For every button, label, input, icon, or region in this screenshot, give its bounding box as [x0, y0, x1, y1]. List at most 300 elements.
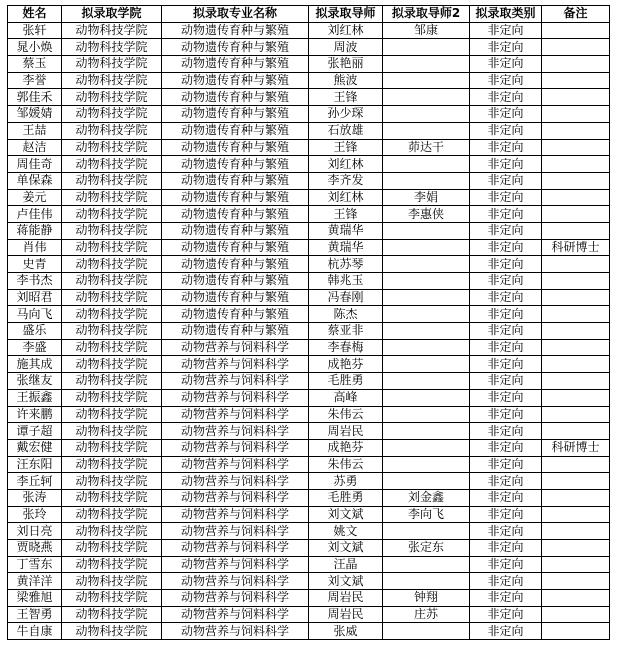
table-row [8, 506, 610, 523]
cell-college: 动物科技学院 [62, 456, 162, 473]
cell-college: 动物科技学院 [62, 573, 162, 590]
cell-supervisor-2 [383, 72, 470, 89]
cell-supervisor: 成艳芬 [309, 356, 383, 373]
cell-major: 动物遗传育种与繁殖 [162, 139, 309, 156]
cell-name: 赵洁 [8, 139, 62, 156]
cell-name: 李丘轲 [8, 473, 62, 490]
cell-major: 动物营养与饲料科学 [162, 523, 309, 540]
cell-supervisor: 刘红林 [309, 22, 383, 39]
cell-major: 动物遗传育种与繁殖 [162, 256, 309, 273]
cell-category: 非定向 [470, 22, 542, 39]
cell-supervisor: 韩兆玉 [309, 273, 383, 290]
cell-name: 肖伟 [8, 239, 62, 256]
cell-college: 动物科技学院 [62, 523, 162, 540]
cell-supervisor: 周波 [309, 39, 383, 56]
cell-name: 牛自康 [8, 623, 62, 640]
cell-major: 动物遗传育种与繁殖 [162, 106, 309, 123]
cell-supervisor-2: 茆达干 [383, 139, 470, 156]
cell-college: 动物科技学院 [62, 439, 162, 456]
cell-remarks [542, 72, 610, 89]
cell-college: 动物科技学院 [62, 189, 162, 206]
cell-supervisor: 汪晶 [309, 556, 383, 573]
cell-supervisor-2 [383, 273, 470, 290]
table-row [8, 273, 610, 290]
cell-supervisor-2: 李向飞 [383, 506, 470, 523]
cell-name: 周佳奇 [8, 156, 62, 173]
cell-remarks [542, 56, 610, 73]
cell-college: 动物科技学院 [62, 306, 162, 323]
cell-name: 梁雅旭 [8, 590, 62, 607]
cell-supervisor-2 [383, 473, 470, 490]
table-row [8, 540, 610, 557]
cell-major: 动物遗传育种与繁殖 [162, 306, 309, 323]
cell-college: 动物科技学院 [62, 489, 162, 506]
cell-supervisor: 李齐发 [309, 172, 383, 189]
cell-remarks [542, 506, 610, 523]
cell-college: 动物科技学院 [62, 273, 162, 290]
cell-major: 动物遗传育种与繁殖 [162, 172, 309, 189]
cell-supervisor-2 [383, 106, 470, 123]
cell-supervisor: 周岩民 [309, 423, 383, 440]
cell-major: 动物遗传育种与繁殖 [162, 72, 309, 89]
cell-supervisor: 冯春刚 [309, 289, 383, 306]
cell-name: 盛乐 [8, 323, 62, 340]
cell-major: 动物遗传育种与繁殖 [162, 239, 309, 256]
table-row [8, 22, 610, 39]
cell-name: 黄洋洋 [8, 573, 62, 590]
cell-supervisor-2 [383, 222, 470, 239]
cell-college: 动物科技学院 [62, 356, 162, 373]
cell-major: 动物遗传育种与繁殖 [162, 39, 309, 56]
cell-category: 非定向 [470, 356, 542, 373]
cell-category: 非定向 [470, 156, 542, 173]
cell-major: 动物营养与饲料科学 [162, 389, 309, 406]
cell-major: 动物遗传育种与繁殖 [162, 289, 309, 306]
table-row [8, 172, 610, 189]
cell-category: 非定向 [470, 139, 542, 156]
cell-remarks [542, 39, 610, 56]
cell-college: 动物科技学院 [62, 22, 162, 39]
cell-category: 非定向 [470, 523, 542, 540]
cell-college: 动物科技学院 [62, 222, 162, 239]
cell-major: 动物遗传育种与繁殖 [162, 323, 309, 340]
cell-name: 刘日亮 [8, 523, 62, 540]
cell-college: 动物科技学院 [62, 289, 162, 306]
cell-major: 动物营养与饲料科学 [162, 606, 309, 623]
cell-major: 动物遗传育种与繁殖 [162, 189, 309, 206]
cell-supervisor: 王锋 [309, 206, 383, 223]
cell-supervisor-2 [383, 389, 470, 406]
cell-category: 非定向 [470, 106, 542, 123]
cell-college: 动物科技学院 [62, 122, 162, 139]
header-major: 拟录取专业名称 [162, 6, 309, 23]
cell-supervisor-2 [383, 239, 470, 256]
cell-category: 非定向 [470, 623, 542, 640]
cell-remarks [542, 89, 610, 106]
cell-remarks [542, 222, 610, 239]
admission-table [7, 5, 610, 640]
cell-supervisor: 刘文斌 [309, 540, 383, 557]
cell-category: 非定向 [470, 473, 542, 490]
cell-supervisor-2 [383, 339, 470, 356]
cell-supervisor: 王锋 [309, 139, 383, 156]
table-row [8, 189, 610, 206]
cell-category: 非定向 [470, 89, 542, 106]
cell-major: 动物营养与饲料科学 [162, 556, 309, 573]
cell-remarks [542, 606, 610, 623]
cell-name: 施其成 [8, 356, 62, 373]
cell-college: 动物科技学院 [62, 423, 162, 440]
cell-name: 张继友 [8, 373, 62, 390]
cell-college: 动物科技学院 [62, 473, 162, 490]
cell-college: 动物科技学院 [62, 540, 162, 557]
cell-name: 张轩 [8, 22, 62, 39]
cell-remarks [542, 206, 610, 223]
cell-major: 动物营养与饲料科学 [162, 473, 309, 490]
cell-remarks [542, 623, 610, 640]
cell-college: 动物科技学院 [62, 590, 162, 607]
cell-supervisor: 李春梅 [309, 339, 383, 356]
cell-supervisor: 成艳芬 [309, 439, 383, 456]
cell-remarks [542, 373, 610, 390]
cell-college: 动物科技学院 [62, 256, 162, 273]
cell-major: 动物营养与饲料科学 [162, 489, 309, 506]
cell-supervisor-2 [383, 439, 470, 456]
cell-category: 非定向 [470, 556, 542, 573]
cell-category: 非定向 [470, 456, 542, 473]
cell-remarks [542, 339, 610, 356]
cell-remarks [542, 556, 610, 573]
cell-major: 动物营养与饲料科学 [162, 456, 309, 473]
cell-supervisor-2 [383, 456, 470, 473]
cell-supervisor: 刘红林 [309, 189, 383, 206]
cell-category: 非定向 [470, 56, 542, 73]
cell-remarks [542, 406, 610, 423]
cell-name: 郭佳禾 [8, 89, 62, 106]
table-row [8, 239, 610, 256]
cell-major: 动物遗传育种与繁殖 [162, 56, 309, 73]
cell-supervisor-2 [383, 39, 470, 56]
table-row [8, 473, 610, 490]
cell-category: 非定向 [470, 72, 542, 89]
cell-category: 非定向 [470, 606, 542, 623]
cell-supervisor-2: 钟翔 [383, 590, 470, 607]
cell-supervisor: 朱伟云 [309, 406, 383, 423]
table-row [8, 623, 610, 640]
cell-category: 非定向 [470, 239, 542, 256]
table-row [8, 56, 610, 73]
cell-supervisor-2: 庄苏 [383, 606, 470, 623]
cell-supervisor-2 [383, 172, 470, 189]
cell-name: 戴宏健 [8, 439, 62, 456]
cell-remarks [542, 590, 610, 607]
header-name: 姓名 [8, 6, 62, 23]
cell-name: 张玲 [8, 506, 62, 523]
header-supervisor: 拟录取导师 [309, 6, 383, 23]
cell-major: 动物遗传育种与繁殖 [162, 222, 309, 239]
table-row [8, 489, 610, 506]
table-row [8, 556, 610, 573]
cell-remarks [542, 306, 610, 323]
cell-category: 非定向 [470, 423, 542, 440]
cell-name: 许来鹏 [8, 406, 62, 423]
table-row [8, 439, 610, 456]
table-row [8, 72, 610, 89]
cell-supervisor: 熊波 [309, 72, 383, 89]
cell-remarks [542, 189, 610, 206]
cell-supervisor: 朱伟云 [309, 456, 383, 473]
cell-supervisor-2 [383, 306, 470, 323]
cell-supervisor: 陈杰 [309, 306, 383, 323]
table-row [8, 156, 610, 173]
cell-supervisor: 苏勇 [309, 473, 383, 490]
cell-name: 卢佳伟 [8, 206, 62, 223]
header-category: 拟录取类别 [470, 6, 542, 23]
cell-supervisor: 周岩民 [309, 590, 383, 607]
cell-college: 动物科技学院 [62, 373, 162, 390]
cell-remarks [542, 106, 610, 123]
cell-major: 动物遗传育种与繁殖 [162, 89, 309, 106]
cell-name: 史青 [8, 256, 62, 273]
cell-supervisor-2 [383, 356, 470, 373]
cell-remarks [542, 489, 610, 506]
header-row [8, 6, 610, 23]
cell-remarks [542, 456, 610, 473]
cell-remarks [542, 122, 610, 139]
table-row [8, 423, 610, 440]
table-row [8, 389, 610, 406]
cell-college: 动物科技学院 [62, 506, 162, 523]
cell-college: 动物科技学院 [62, 623, 162, 640]
table-row [8, 323, 610, 340]
cell-category: 非定向 [470, 273, 542, 290]
table-row [8, 606, 610, 623]
cell-supervisor-2 [383, 406, 470, 423]
table-row [8, 573, 610, 590]
cell-college: 动物科技学院 [62, 56, 162, 73]
table-row [8, 590, 610, 607]
cell-category: 非定向 [470, 489, 542, 506]
cell-supervisor-2: 刘金鑫 [383, 489, 470, 506]
cell-category: 非定向 [470, 439, 542, 456]
cell-college: 动物科技学院 [62, 339, 162, 356]
cell-supervisor-2 [383, 256, 470, 273]
table-row [8, 356, 610, 373]
cell-category: 非定向 [470, 39, 542, 56]
cell-major: 动物营养与饲料科学 [162, 373, 309, 390]
cell-major: 动物营养与饲料科学 [162, 506, 309, 523]
cell-supervisor: 王锋 [309, 89, 383, 106]
cell-remarks [542, 540, 610, 557]
cell-supervisor-2: 李惠侠 [383, 206, 470, 223]
cell-supervisor: 周岩民 [309, 606, 383, 623]
cell-college: 动物科技学院 [62, 39, 162, 56]
cell-supervisor-2 [383, 122, 470, 139]
table-row [8, 122, 610, 139]
cell-category: 非定向 [470, 306, 542, 323]
cell-category: 非定向 [470, 540, 542, 557]
cell-major: 动物遗传育种与繁殖 [162, 122, 309, 139]
cell-major: 动物营养与饲料科学 [162, 590, 309, 607]
cell-supervisor: 毛胜勇 [309, 489, 383, 506]
cell-supervisor-2 [383, 289, 470, 306]
cell-supervisor: 毛胜勇 [309, 373, 383, 390]
cell-supervisor: 刘文斌 [309, 573, 383, 590]
cell-name: 蒋能静 [8, 222, 62, 239]
table-body [8, 22, 610, 639]
cell-college: 动物科技学院 [62, 89, 162, 106]
cell-supervisor-2: 李娟 [383, 189, 470, 206]
cell-category: 非定向 [470, 323, 542, 340]
cell-remarks [542, 389, 610, 406]
cell-name: 蔡玉 [8, 56, 62, 73]
cell-supervisor: 孙少琛 [309, 106, 383, 123]
cell-remarks [542, 273, 610, 290]
cell-category: 非定向 [470, 590, 542, 607]
cell-category: 非定向 [470, 506, 542, 523]
cell-name: 李誉 [8, 72, 62, 89]
cell-remarks [542, 289, 610, 306]
table-row [8, 206, 610, 223]
cell-major: 动物遗传育种与繁殖 [162, 206, 309, 223]
cell-name: 刘昭君 [8, 289, 62, 306]
cell-category: 非定向 [470, 122, 542, 139]
cell-name: 张涛 [8, 489, 62, 506]
cell-major: 动物营养与饲料科学 [162, 339, 309, 356]
cell-supervisor-2 [383, 89, 470, 106]
table-row [8, 139, 610, 156]
cell-remarks [542, 523, 610, 540]
cell-name: 王喆 [8, 122, 62, 139]
cell-major: 动物营养与饲料科学 [162, 623, 309, 640]
cell-college: 动物科技学院 [62, 606, 162, 623]
cell-remarks [542, 473, 610, 490]
cell-major: 动物遗传育种与繁殖 [162, 22, 309, 39]
cell-remarks [542, 22, 610, 39]
cell-name: 姜元 [8, 189, 62, 206]
cell-category: 非定向 [470, 406, 542, 423]
table-row [8, 89, 610, 106]
cell-category: 非定向 [470, 373, 542, 390]
cell-remarks [542, 156, 610, 173]
cell-category: 非定向 [470, 339, 542, 356]
cell-remarks [542, 323, 610, 340]
cell-name: 邹媛婧 [8, 106, 62, 123]
cell-remarks [542, 423, 610, 440]
cell-name: 贾晓燕 [8, 540, 62, 557]
cell-supervisor-2 [383, 56, 470, 73]
cell-category: 非定向 [470, 206, 542, 223]
cell-supervisor-2 [383, 156, 470, 173]
table-row [8, 289, 610, 306]
table-row [8, 256, 610, 273]
cell-college: 动物科技学院 [62, 172, 162, 189]
cell-college: 动物科技学院 [62, 206, 162, 223]
cell-major: 动物遗传育种与繁殖 [162, 156, 309, 173]
cell-name: 李盛 [8, 339, 62, 356]
cell-major: 动物营养与饲料科学 [162, 540, 309, 557]
cell-category: 非定向 [470, 189, 542, 206]
table-row [8, 373, 610, 390]
cell-remarks [542, 573, 610, 590]
cell-college: 动物科技学院 [62, 106, 162, 123]
cell-supervisor-2: 邹康 [383, 22, 470, 39]
admission-sheet [7, 5, 610, 640]
cell-college: 动物科技学院 [62, 389, 162, 406]
cell-name: 谭子超 [8, 423, 62, 440]
cell-supervisor-2 [383, 623, 470, 640]
cell-supervisor: 黄瑞华 [309, 222, 383, 239]
cell-major: 动物营养与饲料科学 [162, 406, 309, 423]
cell-supervisor-2 [383, 423, 470, 440]
cell-supervisor: 刘红林 [309, 156, 383, 173]
cell-major: 动物营养与饲料科学 [162, 573, 309, 590]
table-row [8, 306, 610, 323]
table-row [8, 339, 610, 356]
cell-remarks: 科研博士 [542, 239, 610, 256]
cell-college: 动物科技学院 [62, 156, 162, 173]
cell-major: 动物遗传育种与繁殖 [162, 273, 309, 290]
cell-category: 非定向 [470, 222, 542, 239]
cell-major: 动物营养与饲料科学 [162, 423, 309, 440]
cell-name: 单保森 [8, 172, 62, 189]
table-row [8, 456, 610, 473]
cell-supervisor-2 [383, 523, 470, 540]
cell-name: 汪东阳 [8, 456, 62, 473]
cell-supervisor-2 [383, 373, 470, 390]
cell-major: 动物营养与饲料科学 [162, 439, 309, 456]
cell-remarks [542, 256, 610, 273]
cell-supervisor: 张威 [309, 623, 383, 640]
table-row [8, 39, 610, 56]
cell-category: 非定向 [470, 172, 542, 189]
cell-supervisor: 杭苏琴 [309, 256, 383, 273]
cell-supervisor: 石放雄 [309, 122, 383, 139]
cell-supervisor: 高峰 [309, 389, 383, 406]
cell-college: 动物科技学院 [62, 406, 162, 423]
cell-major: 动物营养与饲料科学 [162, 356, 309, 373]
cell-supervisor: 黄瑞华 [309, 239, 383, 256]
cell-name: 马向飞 [8, 306, 62, 323]
cell-college: 动物科技学院 [62, 239, 162, 256]
cell-college: 动物科技学院 [62, 72, 162, 89]
header-supervisor-2: 拟录取导师2 [383, 6, 470, 23]
cell-category: 非定向 [470, 256, 542, 273]
cell-college: 动物科技学院 [62, 323, 162, 340]
cell-name: 李书杰 [8, 273, 62, 290]
cell-college: 动物科技学院 [62, 139, 162, 156]
table-row [8, 106, 610, 123]
cell-supervisor: 张艳丽 [309, 56, 383, 73]
cell-name: 王振鑫 [8, 389, 62, 406]
cell-supervisor-2 [383, 573, 470, 590]
table-row [8, 222, 610, 239]
cell-category: 非定向 [470, 573, 542, 590]
cell-remarks [542, 139, 610, 156]
cell-remarks [542, 356, 610, 373]
cell-remarks [542, 172, 610, 189]
table-row [8, 406, 610, 423]
cell-name: 丁雪东 [8, 556, 62, 573]
cell-supervisor-2 [383, 323, 470, 340]
cell-remarks: 科研博士 [542, 439, 610, 456]
cell-name: 王智勇 [8, 606, 62, 623]
table-row [8, 523, 610, 540]
header-college: 拟录取学院 [62, 6, 162, 23]
cell-supervisor: 蔡亚非 [309, 323, 383, 340]
cell-category: 非定向 [470, 389, 542, 406]
header-remarks: 备注 [542, 6, 610, 23]
